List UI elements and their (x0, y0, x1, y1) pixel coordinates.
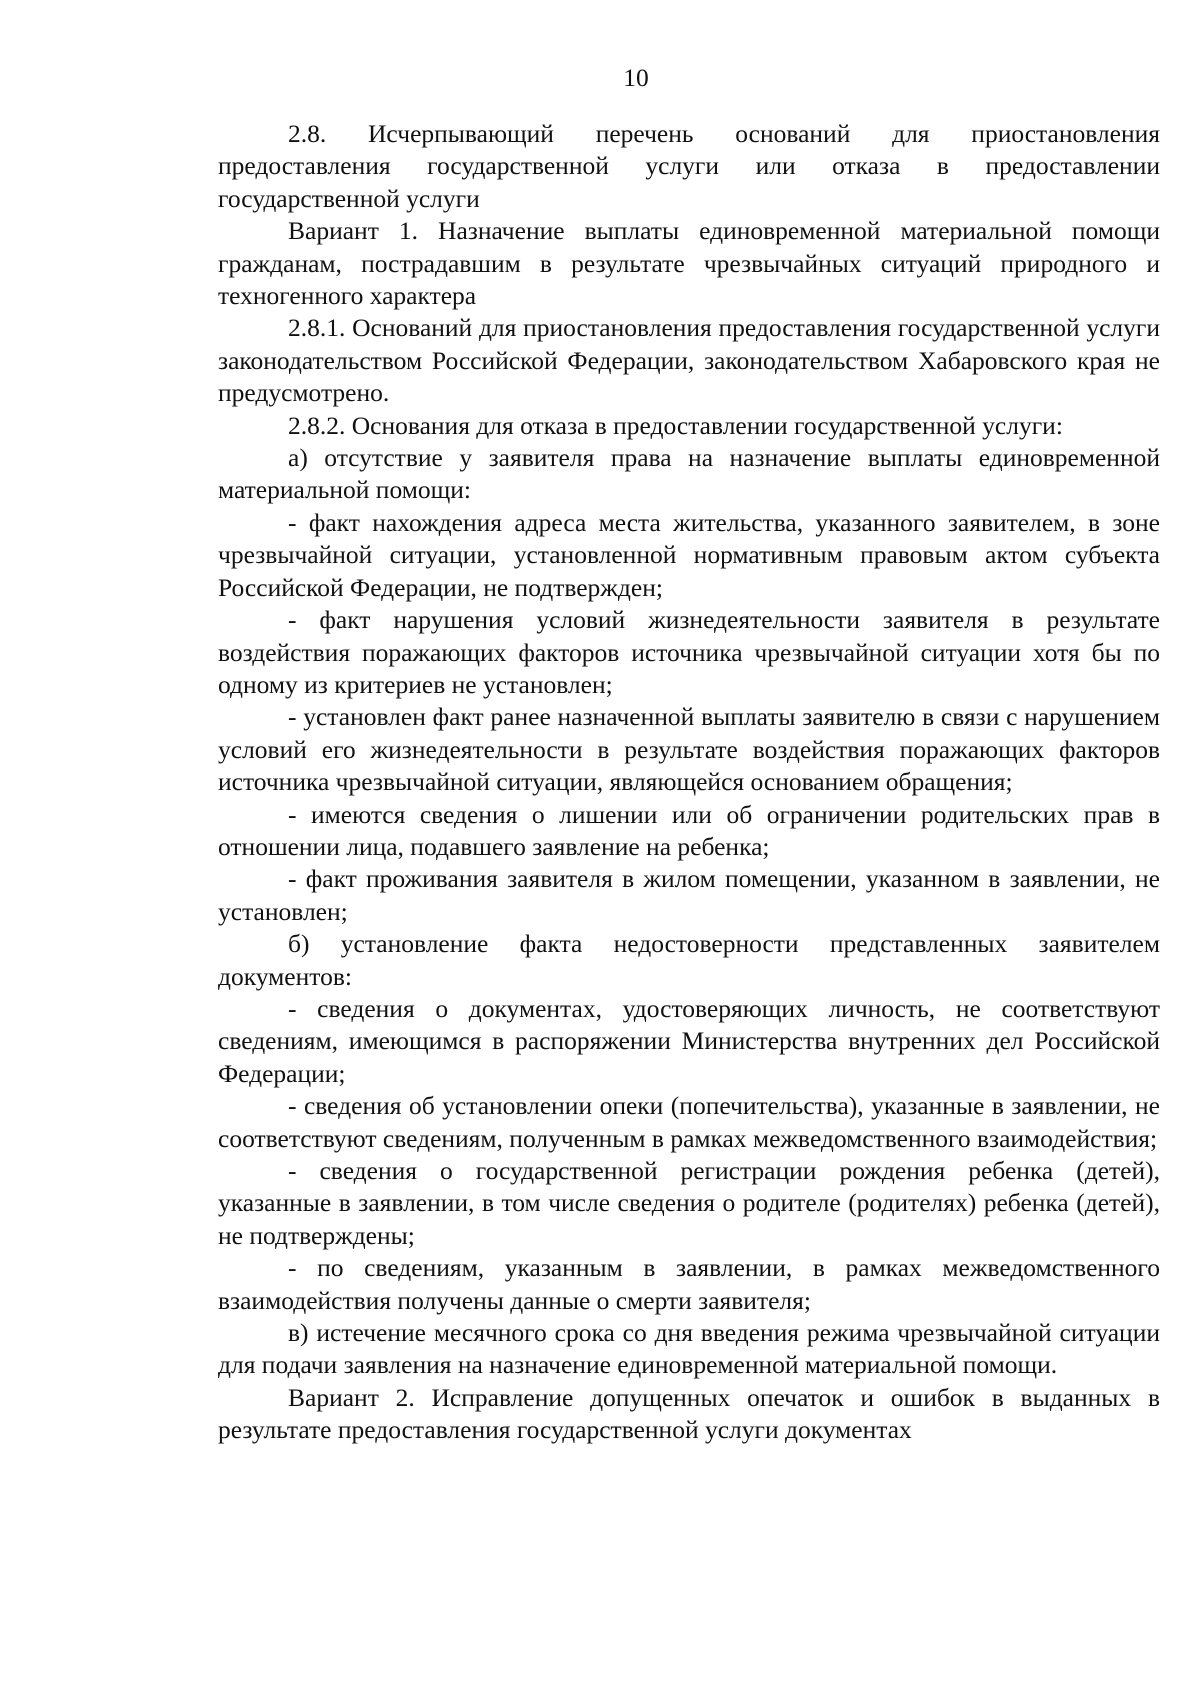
variant-2-title: Вариант 2. Исправление допущенных опечаток и ошибок в выданных в результате предоставления государственной услуги документах (218, 1382, 1160, 1445)
item-b-bullet-1: - сведения о документах, удостоверяющих личность, не соответствуют сведениям, имеющимся в распоряжении Министерства внутренних дел Российской Федерации; (218, 993, 1160, 1088)
clause-2-8-2: 2.8.2. Основания для отказа в предоставлении государственной услуги: (288, 410, 1063, 440)
variant-1-title: Вариант 1. Назначение выплаты единовременной материальной помощи гражданам, пострадавшим в результате чрезвычайных ситуаций природного и техногенного характера (218, 216, 1160, 311)
item-v: в) истечение месячного срока со дня введения режима чрезвычайной ситуации для подачи заявления на назначение единовременной материальной помощи. (218, 1318, 1160, 1380)
item-b-bullet-4: - по сведениям, указанным в заявлении, в рамках межведомственного взаимодействия получены данные о смерти заявителя; (218, 1253, 1160, 1315)
clause-2-8-1: 2.8.1. Оснований для приостановления предоставления государственной услуги законодательством Российской Федерации, законодательством Хабаровского края не предусмотрено. (218, 313, 1160, 408)
item-a-bullet-5: - факт проживания заявителя в жилом помещении, указанном в заявлении, не установлен; (218, 864, 1160, 926)
item-a-bullet-3: - установлен факт ранее назначенной выплаты заявителю в связи с нарушением условий его жизнедеятельности в результате воздействия поражающих факторов источника чрезвычайной ситуации, являющейся основанием обращения; (218, 702, 1160, 797)
item-b: б) установление факта недостоверности представленных заявителем документов: (218, 929, 1160, 991)
item-a-bullet-2: - факт нарушения условий жизнедеятельности заявителя в результате воздействия поражающих факторов источника чрезвычайной ситуации хотя бы по одному из критериев не установлен; (218, 605, 1160, 699)
document-body (218, 118, 1160, 1447)
item-a-bullet-4: - имеются сведения о лишении или об ограничении родительских прав в отношении лица, подавшего заявление на ребенка; (218, 799, 1160, 861)
item-a: а) отсутствие у заявителя права на назначение выплаты единовременной материальной помощи: (218, 443, 1160, 505)
item-a-bullet-1: - факт нахождения адреса места жительства, указанного заявителем, в зоне чрезвычайной ситуации, установленной нормативным правовым актом субъекта Российской Федерации, не подтвержден; (218, 507, 1160, 602)
item-b-bullet-3: - сведения о государственной регистрации рождения ребенка (детей), указанные в заявлении, в том числе сведения о родителе (родителях) ребенка (детей), не подтверждены; (218, 1156, 1160, 1250)
page-number: 10 (623, 63, 649, 92)
heading-2-8: 2.8. Исчерпывающий перечень оснований для приостановления предоставления государственной услуги или отказа в предоставлении государственной услуги (218, 119, 1160, 213)
item-b-bullet-2: - сведения об установлении опеки (попечительства), указанные в заявлении, не соответствуют сведениям, полученным в рамках межведомственного взаимодействия; (218, 1091, 1160, 1153)
